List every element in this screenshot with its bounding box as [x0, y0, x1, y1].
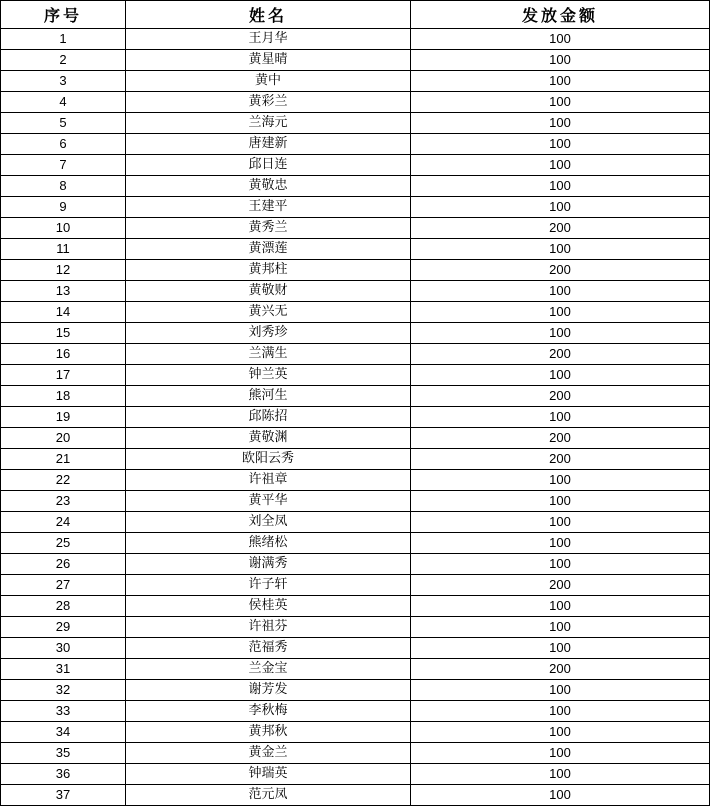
- row-name: 邱陈招: [126, 407, 411, 428]
- row-index: 23: [1, 491, 126, 512]
- row-name: 黄漂莲: [126, 239, 411, 260]
- row-name: 黄星晴: [126, 50, 411, 71]
- row-amount: 100: [411, 239, 710, 260]
- table-row: [1, 323, 710, 344]
- table-row: [1, 470, 710, 491]
- row-name: 范福秀: [126, 638, 411, 659]
- table-row: [1, 722, 710, 743]
- row-name: 范元凤: [126, 785, 411, 806]
- row-amount: 200: [411, 449, 710, 470]
- table-row: [1, 533, 710, 554]
- table-row: [1, 701, 710, 722]
- table-row: [1, 113, 710, 134]
- row-index: 10: [1, 218, 126, 239]
- row-name: 黄敬财: [126, 281, 411, 302]
- row-amount: 100: [411, 617, 710, 638]
- row-amount: 100: [411, 638, 710, 659]
- table-row: [1, 659, 710, 680]
- table-row: [1, 554, 710, 575]
- header-amount: 发放金额: [411, 1, 710, 29]
- row-amount: 100: [411, 785, 710, 806]
- row-index: 18: [1, 386, 126, 407]
- row-name: 王月华: [126, 29, 411, 50]
- row-amount: 100: [411, 491, 710, 512]
- row-name: 李秋梅: [126, 701, 411, 722]
- row-index: 4: [1, 92, 126, 113]
- table-row: [1, 743, 710, 764]
- row-amount: 100: [411, 533, 710, 554]
- row-amount: 100: [411, 764, 710, 785]
- table-row: [1, 260, 710, 281]
- row-amount: 200: [411, 344, 710, 365]
- row-amount: 100: [411, 134, 710, 155]
- row-index: 25: [1, 533, 126, 554]
- row-name: 刘秀珍: [126, 323, 411, 344]
- row-name: 熊河生: [126, 386, 411, 407]
- row-amount: 200: [411, 659, 710, 680]
- row-name: 黄敬忠: [126, 176, 411, 197]
- table-row: [1, 617, 710, 638]
- row-index: 7: [1, 155, 126, 176]
- row-index: 11: [1, 239, 126, 260]
- table-row: [1, 428, 710, 449]
- row-name: 谢芳发: [126, 680, 411, 701]
- row-index: 29: [1, 617, 126, 638]
- row-name: 黄邦秋: [126, 722, 411, 743]
- row-index: 27: [1, 575, 126, 596]
- row-amount: 100: [411, 113, 710, 134]
- row-name: 邱日连: [126, 155, 411, 176]
- row-index: 24: [1, 512, 126, 533]
- row-amount: 100: [411, 92, 710, 113]
- row-name: 钟兰英: [126, 365, 411, 386]
- row-amount: 100: [411, 722, 710, 743]
- table-row: [1, 344, 710, 365]
- table-row: [1, 176, 710, 197]
- row-index: 20: [1, 428, 126, 449]
- row-index: 37: [1, 785, 126, 806]
- header-name: 姓名: [126, 1, 411, 29]
- row-name: 唐建新: [126, 134, 411, 155]
- row-name: 黄金兰: [126, 743, 411, 764]
- row-index: 22: [1, 470, 126, 491]
- row-name: 欧阳云秀: [126, 449, 411, 470]
- row-amount: 100: [411, 197, 710, 218]
- table-row: [1, 197, 710, 218]
- row-amount: 100: [411, 554, 710, 575]
- row-name: 兰金宝: [126, 659, 411, 680]
- row-name: 许祖章: [126, 470, 411, 491]
- row-amount: 100: [411, 323, 710, 344]
- row-amount: 100: [411, 50, 710, 71]
- row-index: 17: [1, 365, 126, 386]
- table-row: [1, 50, 710, 71]
- row-index: 31: [1, 659, 126, 680]
- table-row: [1, 512, 710, 533]
- row-name: 兰海元: [126, 113, 411, 134]
- table-row: [1, 491, 710, 512]
- row-name: 许祖芬: [126, 617, 411, 638]
- row-index: 30: [1, 638, 126, 659]
- row-index: 6: [1, 134, 126, 155]
- row-index: 15: [1, 323, 126, 344]
- row-name: 谢满秀: [126, 554, 411, 575]
- table-row: [1, 680, 710, 701]
- row-amount: 100: [411, 680, 710, 701]
- row-amount: 200: [411, 218, 710, 239]
- row-name: 钟瑞英: [126, 764, 411, 785]
- row-name: 黄平华: [126, 491, 411, 512]
- row-amount: 100: [411, 302, 710, 323]
- row-index: 9: [1, 197, 126, 218]
- table-row: [1, 596, 710, 617]
- row-index: 5: [1, 113, 126, 134]
- table-row: [1, 764, 710, 785]
- table-row: [1, 638, 710, 659]
- row-index: 28: [1, 596, 126, 617]
- row-name: 黄兴无: [126, 302, 411, 323]
- row-index: 16: [1, 344, 126, 365]
- table-row: [1, 281, 710, 302]
- row-amount: 200: [411, 386, 710, 407]
- row-amount: 100: [411, 701, 710, 722]
- table-row: [1, 575, 710, 596]
- row-index: 33: [1, 701, 126, 722]
- table-row: [1, 218, 710, 239]
- row-name: 熊绪松: [126, 533, 411, 554]
- row-name: 刘全凤: [126, 512, 411, 533]
- row-index: 12: [1, 260, 126, 281]
- row-index: 19: [1, 407, 126, 428]
- row-name: 黄中: [126, 71, 411, 92]
- table-row: [1, 449, 710, 470]
- row-name: 兰满生: [126, 344, 411, 365]
- row-name: 黄秀兰: [126, 218, 411, 239]
- row-amount: 100: [411, 29, 710, 50]
- row-amount: 100: [411, 71, 710, 92]
- row-name: 许子轩: [126, 575, 411, 596]
- row-amount: 100: [411, 470, 710, 491]
- row-index: 2: [1, 50, 126, 71]
- row-index: 21: [1, 449, 126, 470]
- row-amount: 100: [411, 176, 710, 197]
- table-row: [1, 71, 710, 92]
- row-amount: 100: [411, 596, 710, 617]
- row-name: 黄邦柱: [126, 260, 411, 281]
- row-index: 14: [1, 302, 126, 323]
- row-amount: 200: [411, 260, 710, 281]
- row-amount: 200: [411, 428, 710, 449]
- row-index: 35: [1, 743, 126, 764]
- row-name: 王建平: [126, 197, 411, 218]
- row-amount: 100: [411, 407, 710, 428]
- table-row: [1, 302, 710, 323]
- table-row: [1, 386, 710, 407]
- row-index: 36: [1, 764, 126, 785]
- row-index: 26: [1, 554, 126, 575]
- row-amount: 100: [411, 281, 710, 302]
- row-name: 黄敬渊: [126, 428, 411, 449]
- header-row: [1, 1, 710, 29]
- table-row: [1, 785, 710, 806]
- row-index: 32: [1, 680, 126, 701]
- table-row: [1, 407, 710, 428]
- row-index: 3: [1, 71, 126, 92]
- row-amount: 100: [411, 155, 710, 176]
- row-amount: 200: [411, 575, 710, 596]
- row-index: 1: [1, 29, 126, 50]
- header-index: 序号: [1, 1, 126, 29]
- table-row: [1, 29, 710, 50]
- table-row: [1, 239, 710, 260]
- row-name: 侯桂英: [126, 596, 411, 617]
- row-index: 34: [1, 722, 126, 743]
- table-row: [1, 134, 710, 155]
- row-index: 13: [1, 281, 126, 302]
- row-amount: 100: [411, 512, 710, 533]
- row-index: 8: [1, 176, 126, 197]
- row-amount: 100: [411, 743, 710, 764]
- table-row: [1, 92, 710, 113]
- table-row: [1, 365, 710, 386]
- row-amount: 100: [411, 365, 710, 386]
- table-row: [1, 155, 710, 176]
- row-name: 黄彩兰: [126, 92, 411, 113]
